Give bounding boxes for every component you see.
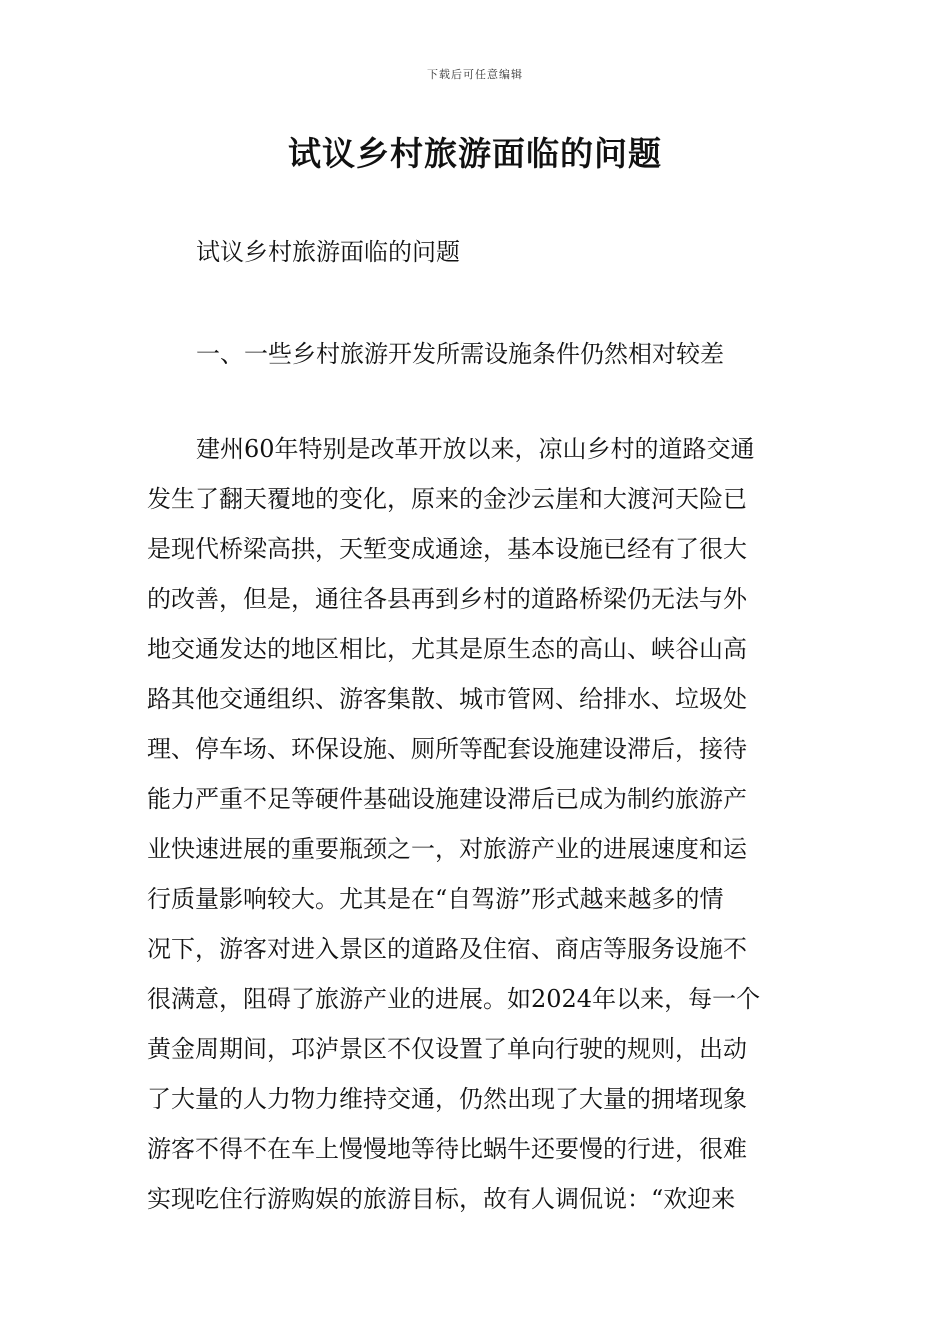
paragraph-line: 地交通发达的地区相比，尤其是原生态的高山、峡谷山高 bbox=[147, 635, 747, 663]
section-heading: 一、一些乡村旅游开发所需设施条件仍然相对较差 bbox=[196, 340, 724, 368]
paragraph-line: 理、停车场、环保设施、厕所等配套设施建设滞后，接待 bbox=[147, 735, 747, 763]
paragraph-line: 发生了翻天覆地的变化，原来的金沙云崖和大渡河天险已 bbox=[147, 485, 747, 513]
paragraph-line: 了大量的人力物力维持交通，仍然出现了大量的拥堵现象 bbox=[147, 1085, 747, 1113]
paragraph-line: 行质量影响较大。尤其是在“自驾游”形式越来越多的情 bbox=[147, 885, 724, 913]
paragraph-line: 游客不得不在车上慢慢地等待比蜗牛还要慢的行进，很难 bbox=[147, 1135, 747, 1163]
paragraph-line: 的改善，但是，通往各县再到乡村的道路桥梁仍无法与外 bbox=[147, 585, 747, 613]
paragraph-line: 能力严重不足等硬件基础设施建设滞后已成为制约旅游产 bbox=[147, 785, 747, 813]
paragraph-line: 是现代桥梁高拱，天堑变成通途，基本设施已经有了很大 bbox=[147, 535, 747, 563]
paragraph-line: 建州60年特别是改革开放以来，凉山乡村的道路交通 bbox=[196, 435, 755, 463]
body-paragraph bbox=[147, 427, 807, 1227]
document-title: 试议乡村旅游面临的问题 bbox=[288, 134, 662, 173]
document-subtitle: 试议乡村旅游面临的问题 bbox=[196, 238, 460, 266]
paragraph-line: 业快速进展的重要瓶颈之一，对旅游产业的进展速度和运 bbox=[147, 835, 747, 863]
paragraph-line: 黄金周期间，邛泸景区不仅设置了单向行驶的规则，出动 bbox=[147, 1035, 747, 1063]
header-note: 下载后可任意编辑 bbox=[427, 68, 523, 81]
paragraph-line: 很满意，阻碍了旅游产业的进展。如2024年以来，每一个 bbox=[147, 985, 761, 1013]
paragraph-line: 实现吃住行游购娱的旅游目标，故有人调侃说：“欢迎来 bbox=[147, 1185, 736, 1213]
paragraph-line: 况下，游客对进入景区的道路及住宿、商店等服务设施不 bbox=[147, 935, 747, 963]
paragraph-line: 路其他交通组织、游客集散、城市管网、给排水、垃圾处 bbox=[147, 685, 747, 713]
